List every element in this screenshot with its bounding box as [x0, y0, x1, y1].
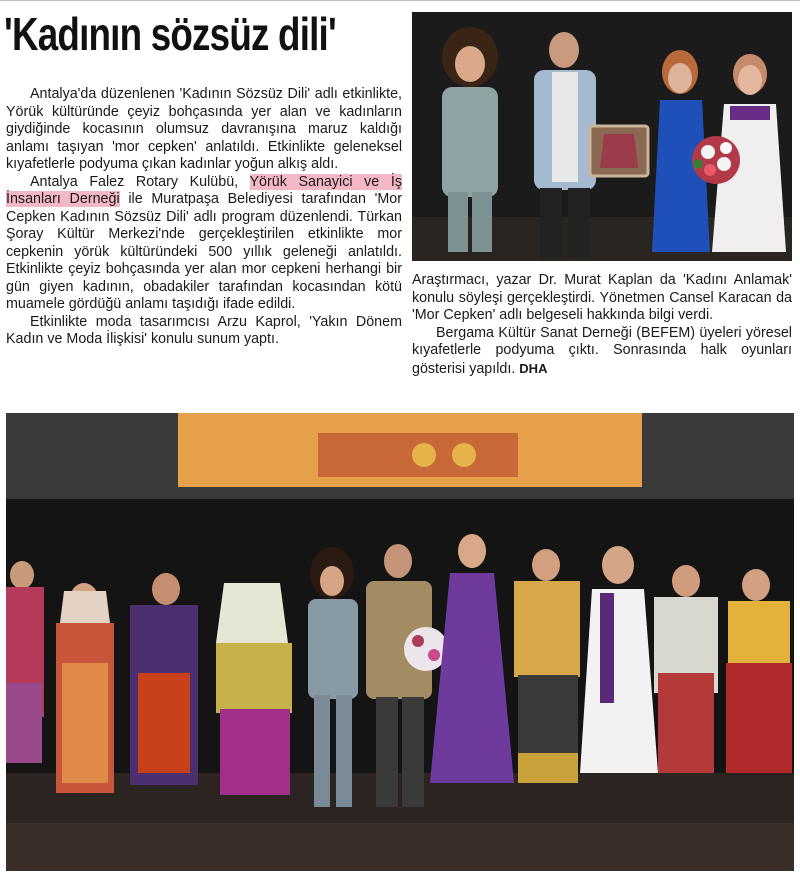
paragraph-2-start: Antalya Falez Rotary Kulübü,	[30, 173, 250, 190]
agency-credit: DHA	[519, 360, 548, 376]
paragraph-2-end: ile Muratpaşa Belediyesi tarafından 'Mor Cepken Kadının Sözsüz Dili' adlı program düzenlendi. Türkan Şoray Kültür Merkezi'nde gerçekleştirilen etkinlikte mor cepkenin yörük kültüründeki 500 yıllık geleneği anlatıldı. Etkinlikte çeyiz bohçasında yer alan mor cepkeni herhangi bir gün giyen kadının, obadakiler tarafından kocasından kötü muamele gördüğü anlamı taşıdığı ifade edildi.	[6, 191, 402, 312]
top-rule	[0, 0, 800, 1]
paragraph-4: Araştırmacı, yazar Dr. Murat Kaplan da 'Kadını Anlamak' konulu söyleşi gerçekleştirdi. Yönetmen Cansel Karacan da 'Mor Cepken' adlı belgeseli hakkında bilgi verdi.	[412, 272, 792, 323]
paragraph-3: Etkinlikte moda tasarımcısı Arzu Kaprol, 'Yakın Dönem Kadın ve Moda İlişkisi' konulu sunum yaptı.	[6, 313, 402, 347]
paragraph-1: Antalya'da düzenlenen 'Kadının Sözsüz Dili' adlı etkinlikte, Yörük kültüründe çeyiz bohçasında yer alan ve kadınların giydiğinde kocasının olumsuz davranışına maruz kaldığı anlamı taşıyan 'mor cepken' anlatıldı. Etkinlikte geleneksel kıyafetlerle podyuma çıkan kadınlar yoğun alkış aldı.	[6, 86, 402, 172]
headline: 'Kadının sözsüz dili'	[4, 8, 336, 60]
award-ceremony-photo	[412, 12, 792, 261]
paragraph-5-text: Bergama Kültür Sanat Derneği (BEFEM) üyeleri yöresel kıyafetlerle podyuma çıktı. Sonrasında halk oyunları gösterisi yapıldı.	[412, 324, 792, 377]
highlighted-organization: Yörük Sanayici ve İş İnsanları Derneği	[6, 173, 402, 207]
paragraph-5	[412, 325, 792, 379]
article-body-left	[6, 86, 402, 349]
paragraph-2	[6, 174, 402, 314]
group-costume-photo	[6, 413, 794, 871]
article-body-right	[412, 272, 792, 378]
